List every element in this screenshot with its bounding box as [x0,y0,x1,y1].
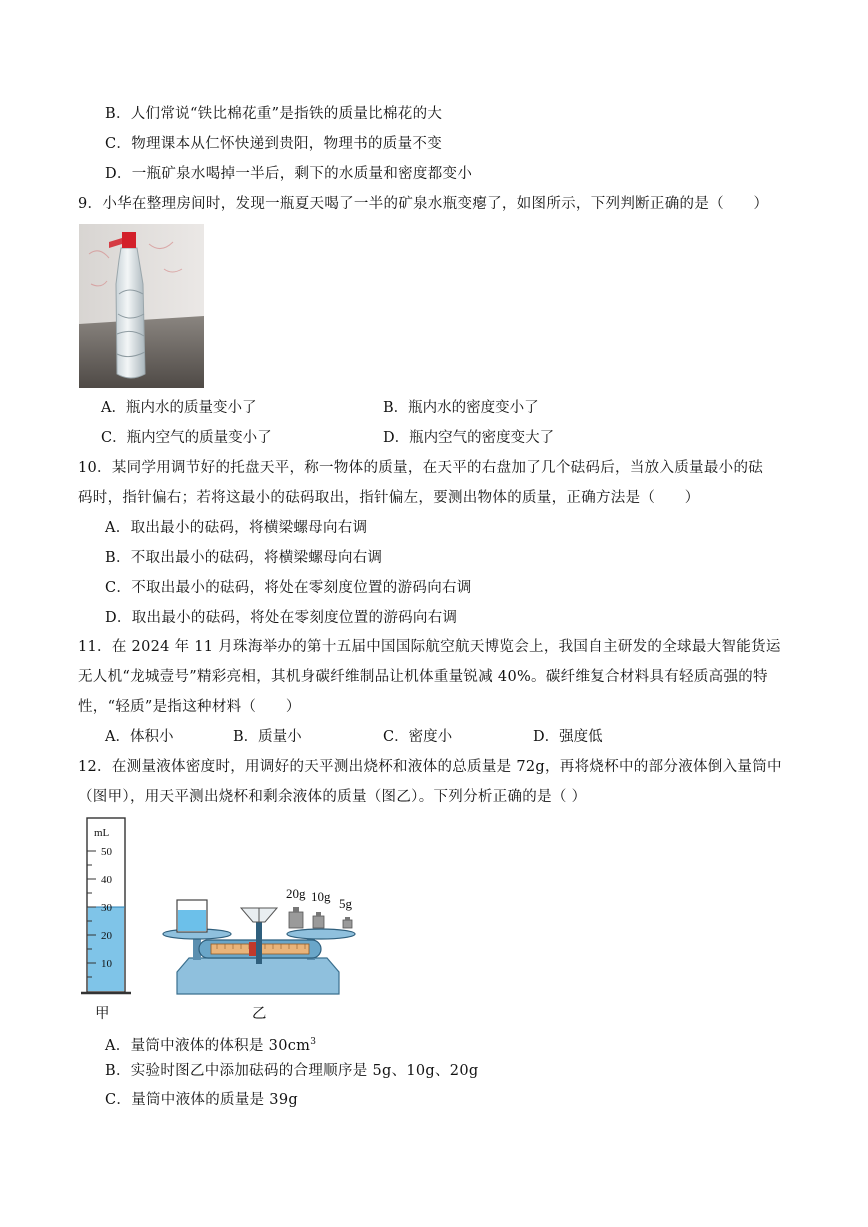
graduated-cylinder-figure [78,815,138,1000]
balance-figure [155,876,365,998]
weight-label-5g: 5g [339,896,352,911]
q9-option-d: D．瓶内空气的密度变大了 [383,430,555,446]
cylinder-tick-50: 50 [101,846,112,858]
weight-label-20g: 20g [286,886,306,901]
q10-stem-line2: 码时，指针偏右；若将这最小的砝码取出，指针偏左，要测出物体的质量，正确方法是（ ） [78,490,700,506]
q10-option-a: A．取出最小的砝码，将横梁螺母向右调 [105,520,368,536]
q9-option-a: A．瓶内水的质量变小了 [101,400,257,416]
q10-stem-line1: 10．某同学用调节好的托盘天平，称一物体的质量，在天平的右盘加了几个砝码后，当放入质量最小的砝 [78,460,764,476]
figure-label-jia: 甲 [95,1006,110,1022]
q9-option-c: C．瓶内空气的质量变小了 [101,430,272,446]
q12-option-a-text: A．量筒中液体的体积是 30cm [105,1038,311,1054]
q10-option-d: D．取出最小的砝码，将处在零刻度位置的游码向右调 [105,610,458,626]
q9-option-b: B．瓶内水的密度变小了 [383,400,539,416]
q12-option-a [105,1032,316,1056]
q10-option-b: B．不取出最小的砝码，将横梁螺母向右调 [105,550,383,566]
cylinder-unit-label: mL [94,827,110,839]
cylinder-tick-10: 10 [101,958,112,970]
q12-stem-line2: （图甲），用天平测出烧杯和剩余液体的质量（图乙）。下列分析正确的是（ ） [78,789,587,805]
cylinder-tick-40: 40 [101,874,112,886]
q12-option-c: C．量筒中液体的质量是 39g [105,1092,298,1108]
q11-stem-line3: 性，“轻质”是指这种材料（ ） [78,699,301,715]
q10-option-c: C．不取出最小的砝码，将处在零刻度位置的游码向右调 [105,580,472,596]
q8-option-c: C．物理课本从仁怀快递到贵阳，物理书的质量不变 [105,136,442,152]
q11-option-d: D．强度低 [533,729,603,745]
q11-stem-line2: 无人机“龙城壹号”精彩亮相，其机身碳纤维制品让机体重量锐减 40%。碳纤维复合材料具有轻质高强的特 [78,669,768,685]
water-bottle-photo [79,224,204,388]
cylinder-tick-20: 20 [101,930,112,942]
q12-option-a-superscript: 3 [310,1037,317,1047]
q12-option-b: B．实验时图乙中添加砝码的合理顺序是 5g、10g、20g [105,1063,479,1079]
cylinder-tick-30: 30 [101,902,112,914]
q12-stem-line1: 12．在测量液体密度时，用调好的天平测出烧杯和液体的总质量是 72g，再将烧杯中的部分液体倒入量筒中 [78,759,782,775]
q8-option-b: B．人们常说“铁比棉花重”是指铁的质量比棉花的大 [105,106,443,122]
q11-option-b: B．质量小 [233,729,302,745]
q8-option-d: D．一瓶矿泉水喝掉一半后，剩下的水质量和密度都变小 [105,166,473,182]
weight-label-10g: 10g [311,889,331,904]
q9-stem: 9．小华在整理房间时，发现一瓶夏天喝了一半的矿泉水瓶变瘪了，如图所示，下列判断正确的是（ ） [78,196,769,212]
q11-stem-line1: 11．在 2024 年 11 月珠海举办的第十五届中国国际航空航天博览会上，我国自主研发的全球最大智能货运 [78,639,781,655]
q11-option-a: A．体积小 [105,729,174,745]
q11-option-c: C．密度小 [383,729,453,745]
figure-label-yi: 乙 [252,1006,267,1022]
